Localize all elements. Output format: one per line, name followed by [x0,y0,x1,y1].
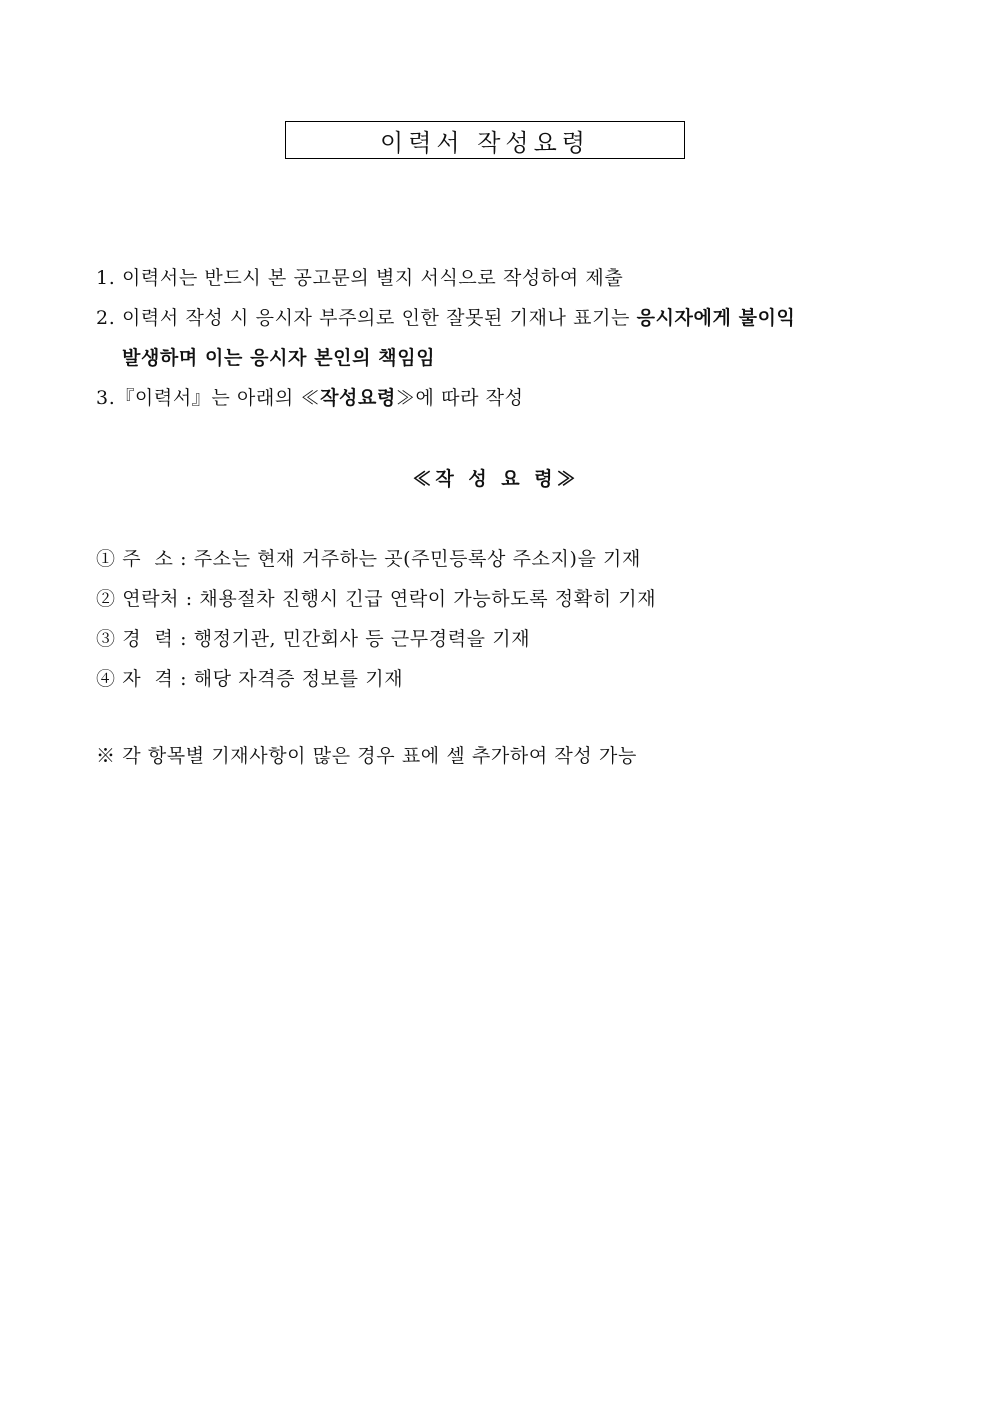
guide-item-address: ① 주 소 : 주소는 현재 거주하는 곳(주민등록상 주소지)을 기재 [96,548,641,570]
intro-item-3-emphasis: 작성요령 [320,387,396,409]
intro-item-3 [96,385,524,411]
guide-item-license: ④ 자 격 : 해당 자격증 정보를 기재 [96,668,404,690]
intro-item-1: 1. 이력서는 반드시 본 공고문의 별지 서식으로 작성하여 제출 [96,267,624,289]
intro-item-2 [96,305,795,331]
intro-item-2-continuation: 발생하며 이는 응시자 본인의 책임임 [122,347,436,369]
intro-item-3-suffix: ≫에 따라 작성 [395,387,524,409]
intro-item-2-emphasis: 응시자에게 불이익 [636,307,796,329]
document-title-text: 이력서 작성요령 [380,128,590,157]
intro-item-2-text: 2. 이력서 작성 시 응시자 부주의로 인한 잘못된 기재나 표기는 [96,307,637,329]
document-title [285,121,685,159]
intro-item-3-prefix: 3.『이력서』는 아래의 ≪ [96,387,321,409]
footnote: ※ 각 항목별 기재사항이 많은 경우 표에 셀 추가하여 작성 가능 [96,745,637,767]
guide-item-career: ③ 경 력 : 행정기관, 민간회사 등 근무경력을 기재 [96,628,531,650]
guide-heading: ≪작 성 요 령≫ [412,468,580,490]
guide-item-contact: ② 연락처 : 채용절차 진행시 긴급 연락이 가능하도록 정확히 기재 [96,588,657,610]
